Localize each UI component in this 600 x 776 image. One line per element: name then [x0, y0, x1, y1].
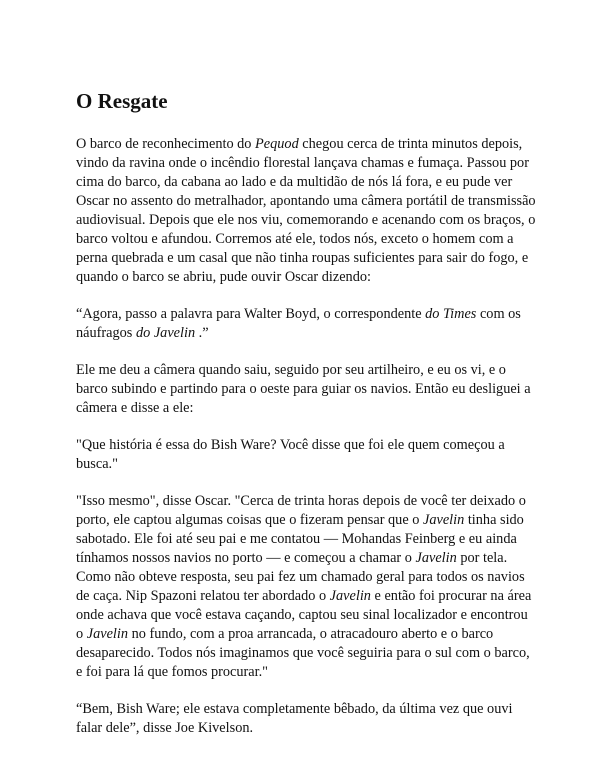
text-run: tinha sido sabotado. Ele foi até seu pai e me contatou — Mohandas Feinberg e eu ainda tínhamos nossos navios no porto — e começou a chamar o — [76, 512, 524, 566]
text-run: "Isso mesmo", disse Oscar. "Cerca de trinta horas depois de você ter deixado o porto, ele captou algumas coisas que o fizeram pensar que o — [76, 493, 526, 528]
text-run: por tela. Como não obteve resposta, seu pai fez um chamado geral para todos os navios de caça. Nip Spazoni relatou ter abordado o — [76, 550, 525, 604]
text-run: “Agora, passo a palavra para Walter Boyd, o correspondente — [76, 306, 426, 322]
italic-text: Javelin — [86, 626, 129, 642]
text-run: "Que história é essa do Bish Ware? Você disse que foi ele quem começou a busca." — [76, 437, 505, 472]
paragraph — [76, 135, 536, 287]
text-run: e então foi procurar na área onde achava que você estava caçando, captou seu sinal localizador e encontrou o — [76, 588, 532, 642]
italic-text: Javelin — [329, 588, 371, 604]
paragraph — [76, 700, 536, 738]
document-body — [76, 135, 536, 738]
paragraph — [76, 361, 536, 418]
text-run: “Bem, Bish Ware; ele estava completamente bêbado, da última vez que ouvi falar dele”, disse Joe Kivelson. — [76, 701, 513, 736]
text-run: Ele me deu a câmera quando saiu, seguido por seu artilheiro, e eu os vi, e o barco subindo e partindo para o oeste para guiar os navios. Então eu desliguei a câmera e disse a ele: — [76, 362, 531, 416]
document-page — [76, 88, 536, 756]
italic-text: do Times — [425, 306, 477, 322]
italic-text: Pequod — [255, 136, 299, 152]
text-run: no fundo, com a proa arrancada, o atracadouro aberto e o barco desaparecido. Todos nós imaginamos que você seguiria para o sul com o barco, e foi para lá que fomos procurar." — [76, 626, 530, 680]
paragraph — [76, 436, 536, 474]
paragraph — [76, 492, 536, 682]
italic-text: do Javelin — [135, 325, 196, 341]
text-run: com os náufragos — [76, 306, 521, 341]
paragraph — [76, 305, 536, 343]
text-run: chegou cerca de trinta minutos depois, vindo da ravina onde o incêndio florestal lançava chamas e fumaça. Passou por cima do barco, da cabana ao lado e da multidão de nós lá fora, e eu pude ver Oscar no assento do metralhador, apontando uma câmera portátil de transmissão audiovisual. Depois que ele nos viu, comemorando e acenando com os braços, o barco voltou e afundou. Corremos até ele, todos nós, exceto o homem com a perna quebrada e um casal que não tinha roupas suficientes para sair do fogo, e quando o barco se abriu, pude ouvir Oscar dizendo: — [76, 136, 536, 285]
text-run: O barco de reconhecimento do — [76, 136, 256, 152]
italic-text: Javelin — [415, 550, 457, 566]
text-run: .” — [195, 325, 209, 341]
italic-text: Javelin — [422, 512, 465, 528]
page-title: O Resgate — [76, 89, 168, 113]
